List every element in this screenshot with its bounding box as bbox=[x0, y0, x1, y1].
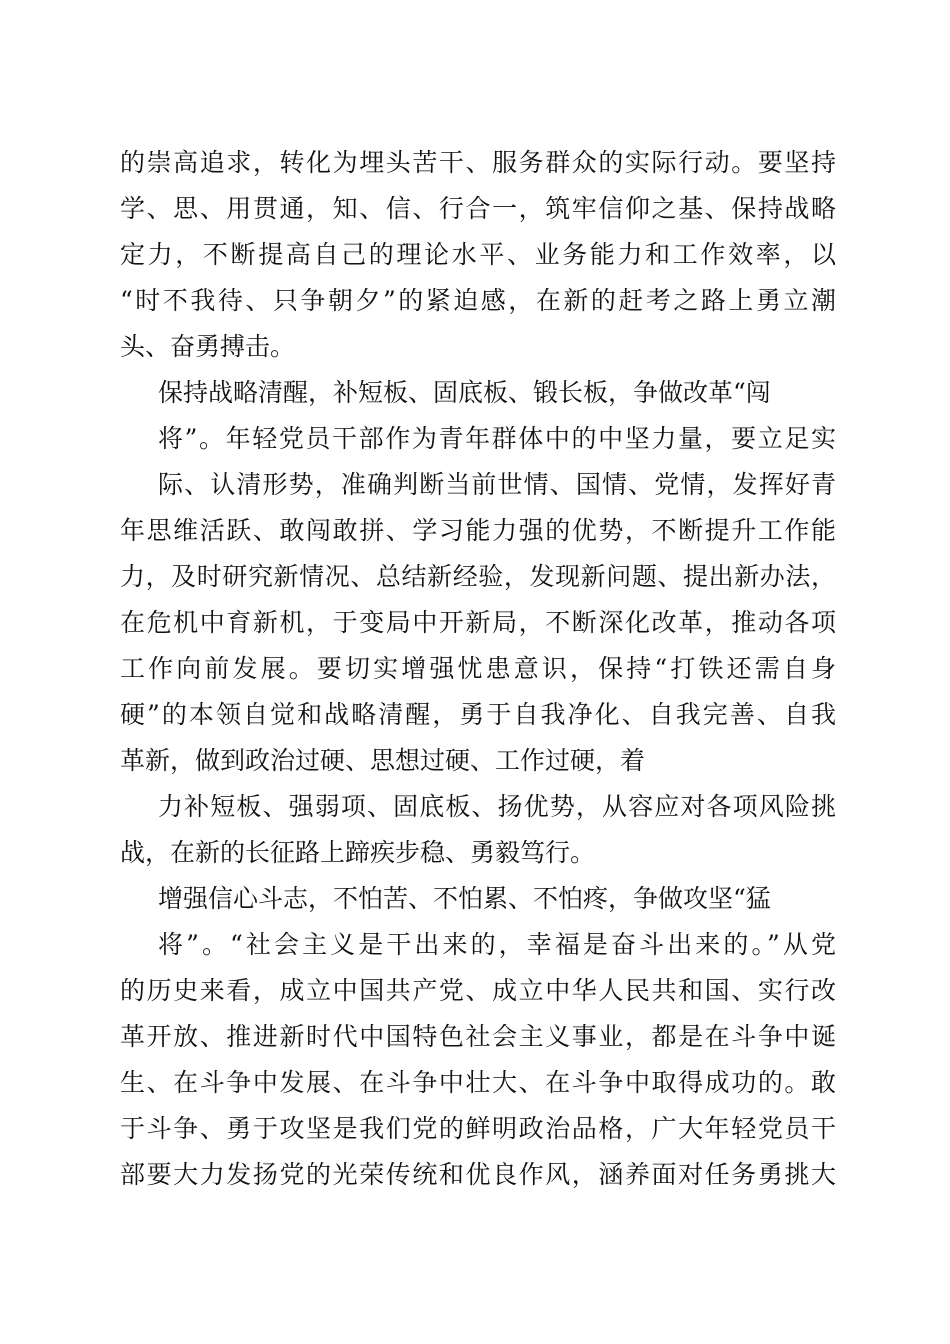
text-line: 的崇高追求，转化为埋头苦干、服务群众的实际行动。要坚持 bbox=[120, 148, 836, 177]
text-line: 革开放、推进新时代中国特色社会主义事业，都是在斗争中诞 bbox=[120, 1022, 836, 1051]
text-line: 在危机中育新机，于变局中开新局，不断深化改革，推动各项 bbox=[120, 608, 836, 637]
section-heading-line: 保持战略清醒，补短板、固底板、锻长板，争做改革“闯 bbox=[158, 378, 771, 407]
text-line: 战，在新的长征路上蹄疾步稳、勇毅笃行。 bbox=[120, 838, 596, 867]
text-line: 工作向前发展。要切实增强忧患意识，保持“打铁还需自身 bbox=[120, 654, 836, 683]
text-line: 力补短板、强弱项、固底板、扬优势，从容应对各项风险挑 bbox=[158, 792, 836, 821]
text-line: 力，及时研究新情况、总结新经验，发现新问题、提出新办法， bbox=[120, 562, 836, 591]
text-line: 将”。年轻党员干部作为青年群体中的中坚力量，要立足实 bbox=[158, 424, 836, 453]
text-line: 学、思、用贯通，知、信、行合一，筑牢信仰之基、保持战略 bbox=[120, 194, 836, 223]
text-line: 于斗争、勇于攻坚是我们党的鲜明政治品格，广大年轻党员干 bbox=[120, 1114, 836, 1143]
text-line: 将”。“社会主义是干出来的，幸福是奋斗出来的。”从党 bbox=[158, 930, 836, 959]
text-line: 的历史来看，成立中国共产党、成立中华人民共和国、实行改 bbox=[120, 976, 836, 1005]
text-line: 革新，做到政治过硬、思想过硬、工作过硬，着 bbox=[120, 746, 646, 775]
text-line: 部要大力发扬党的光荣传统和优良作风，涵养面对任务勇挑大 bbox=[120, 1160, 836, 1189]
text-line: 生、在斗争中发展、在斗争中壮大、在斗争中取得成功的。敢 bbox=[120, 1068, 836, 1097]
text-line: 头、奋勇搏击。 bbox=[120, 332, 296, 361]
text-line: 年思维活跃、敢闯敢拼、学习能力强的优势，不断提升工作能 bbox=[120, 516, 836, 545]
section-heading-line: 增强信心斗志，不怕苦、不怕累、不怕疼，争做攻坚“猛 bbox=[158, 884, 771, 913]
text-line: 际、认清形势，准确判断当前世情、国情、党情，发挥好青 bbox=[158, 470, 836, 499]
text-line: “时不我待、只争朝夕”的紧迫感，在新的赶考之路上勇立潮 bbox=[120, 286, 836, 315]
text-line: 硬”的本领自觉和战略清醒，勇于自我净化、自我完善、自我 bbox=[120, 700, 836, 729]
text-line: 定力，不断提高自己的理论水平、业务能力和工作效率，以 bbox=[120, 240, 836, 269]
